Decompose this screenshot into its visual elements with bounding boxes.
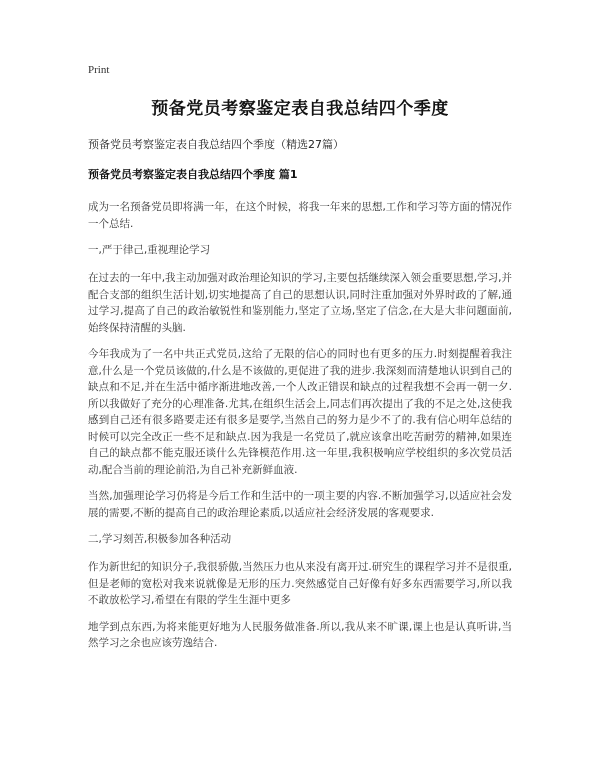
paragraph: 作为新世纪的知识分子,我很骄傲,当然压力也从来没有离开过.研究生的课程学习并不是很重,但是老师的宽松对我来说就像是无形的压力.突然感觉自己好像有好多东西需要学习,所以我不敢放松学习,希望在有限的学生生涯中更多 (88, 561, 512, 606)
section-heading: 二,学习刻苦,积极参加各种活动 (88, 533, 232, 545)
section-heading: 一,严于律己,重视理论学习 (88, 244, 211, 256)
document-body (88, 199, 512, 652)
paragraph: 成为一名预备党员即将满一年，在这个时候，将我一年来的思想,工作和学习等方面的情况作一个总结. (88, 201, 512, 230)
paragraph: 今年我成为了一名中共正式党员,这给了无限的信心的同时也有更多的压力.时刻提醒着我注意,什么是一个党员该做的,什么是不该做的,更促进了我的进步.我深刻而清楚地认识到自己的缺点和不足,并在生活中循序渐进地改善,一个人改正错误和缺点的过程我想不会再一朝一夕.所以我做好了充分的心理准备.尤其,在组织生活会上,同志们再次提出了我的不足之处,这使我感到自己还有很多路要走还有很多是要学,当然自己的努力是少不了的.我有信心明年总结的时候可以完全改正一些不足和缺点.因为我是一名党员了,就应该拿出吃苦耐劳的精神,如果连自己的缺点都不能克服还谈什么先锋模范作用.这一年里,我积极响应学校组织的多次党员活动,配合当前的理论前沿,为自己补充新鲜血液. (88, 348, 512, 476)
paragraph: 地学到点东西,为将来能更好地为人民服务做准备.所以,我从来不旷课,课上也是认真听讲,当然学习之余也应该劳逸结合. (88, 620, 512, 649)
print-link[interactable]: Print (88, 64, 110, 76)
document-subtitle: 预备党员考察鉴定表自我总结四个季度（精选27篇） (88, 138, 344, 151)
paragraph: 当然,加强理论学习仍将是今后工作和生活中的一项主要的内容.不断加强学习,以适应社会发展的需要,不断的提高自己的政治理论素质,以适应社会经济发展的客观要求. (88, 490, 512, 519)
document-title: 预备党员考察鉴定表自我总结四个季度 (151, 99, 449, 119)
paragraph: 在过去的一年中,我主动加强对政治理论知识的学习,主要包括继续深入领会重要思想,学习,并配合支部的组织生活计划,切实地提高了自己的思想认识,同时注重加强对外界时政的了解,通过学习,提高了自己的政治敏锐性和鉴别能力,坚定了立场,坚定了信念,在大是大非问题面前,始终保持清醒的头脑. (88, 272, 512, 334)
section-title: 预备党员考察鉴定表自我总结四个季度 篇1 (88, 168, 298, 181)
